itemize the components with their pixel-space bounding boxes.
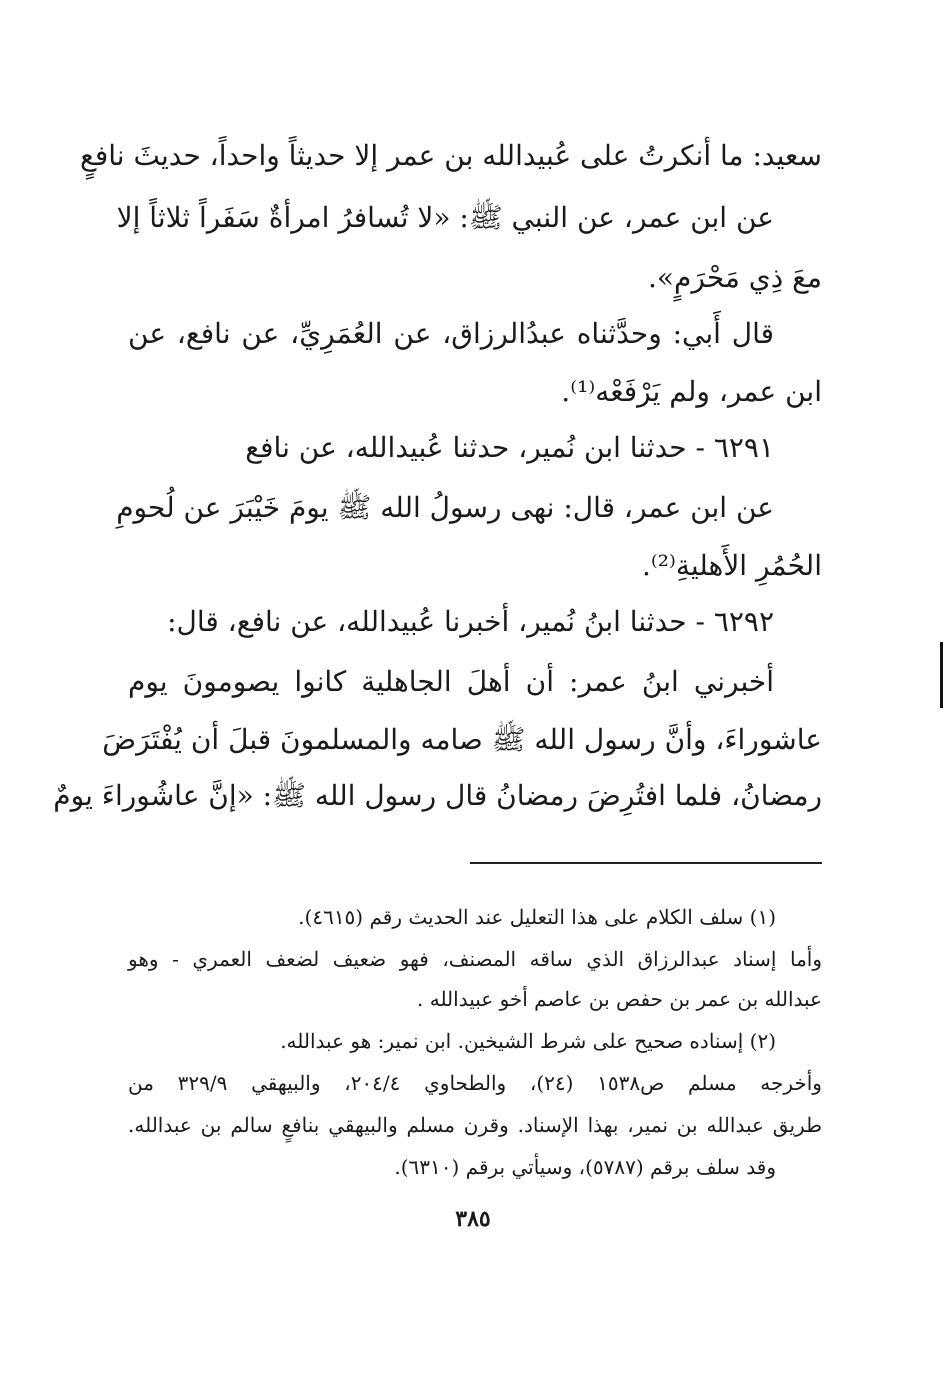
footnote-line: طريق عبدالله بن نمير، بهذا الإسناد. وقرن مسلم والبيهقي بنافعٍ سالم بن عبدالله. <box>128 1113 822 1137</box>
footnote-separator <box>470 862 822 864</box>
text-line-2: عن ابن عمر، عن النبي ﷺ: «لا تُسافرُ امرأةٌ سَفَراً ثلاثاً إلا <box>116 201 774 234</box>
footnote-line: وأخرجه مسلم ص١٥٣٨ (٢٤)، والطحاوي ٢٠٤/٤، والبيهقي ٣٢٩/٩ من <box>128 1071 822 1095</box>
text-line-4: قال أَبي: وحدَّثناه عبدُالرزاق، عن العُمَرِيِّ، عن نافع، عن <box>128 317 774 350</box>
footnote-1: (١) سلف الكلام على هذا التعليل عند الحديث رقم (٤٦١٥). <box>298 905 776 929</box>
text-line-1: سعيد: ما أنكرتُ على عُبيدالله بن عمر إلا حديثاً واحداً، حديثَ نافعٍ <box>79 139 822 172</box>
text-line-8: الحُمُرِ الأَهليةِ⁽²⁾. <box>641 549 822 582</box>
footnote-2: (٢) إسناده صحيح على شرط الشيخين. ابن نمير: هو عبدالله. <box>280 1029 776 1053</box>
hadith-6292-heading: ٦٢٩٢ - حدثنا ابنُ نُمير، أخبرنا عُبيدالله، عن نافع، قال: <box>167 605 774 638</box>
text-line-3: معَ ذِي مَحْرَمٍ». <box>648 261 822 294</box>
text-line-5: ابن عمر، ولم يَرْفَعْه⁽¹⁾. <box>561 375 822 408</box>
text-line-10: أخبرني ابنُ عمر: أن أهلَ الجاهلية كانوا يصومونَ يوم <box>128 665 774 698</box>
hadith-6291-heading: ٦٢٩١ - حدثنا ابن نُمير، حدثنا عُبيدالله، عن نافع <box>245 431 774 464</box>
footnote-line: وأما إسناد عبدالرزاق الذي ساقه المصنف، فهو ضعيف لضعف العمري - وهو <box>128 947 822 971</box>
page-number: ٣٨٥ <box>455 1206 491 1232</box>
footnote-line: وقد سلف برقم (٥٧٨٧)، وسيأتي برقم (٦٣١٠). <box>394 1155 776 1179</box>
text-line-12: رمضانُ، فلما افتُرِضَ رمضانُ قال رسول الله ﷺ: «إنَّ عاشُوراءَ يومٌ <box>53 779 822 812</box>
text-line-11: عاشوراءَ، وأنَّ رسول الله ﷺ صامه والمسلمونَ قبلَ أن يُفْتَرَضَ <box>102 723 822 756</box>
footnote-line: عبدالله بن عمر بن حفص بن عاصم أخو عبيدالله . <box>417 987 822 1011</box>
text-line-7: عن ابن عمر، قال: نهى رسولُ الله ﷺ يومَ خَيْبَرَ عن لُحومِ <box>116 491 774 524</box>
scan-edge-mark <box>940 642 943 708</box>
